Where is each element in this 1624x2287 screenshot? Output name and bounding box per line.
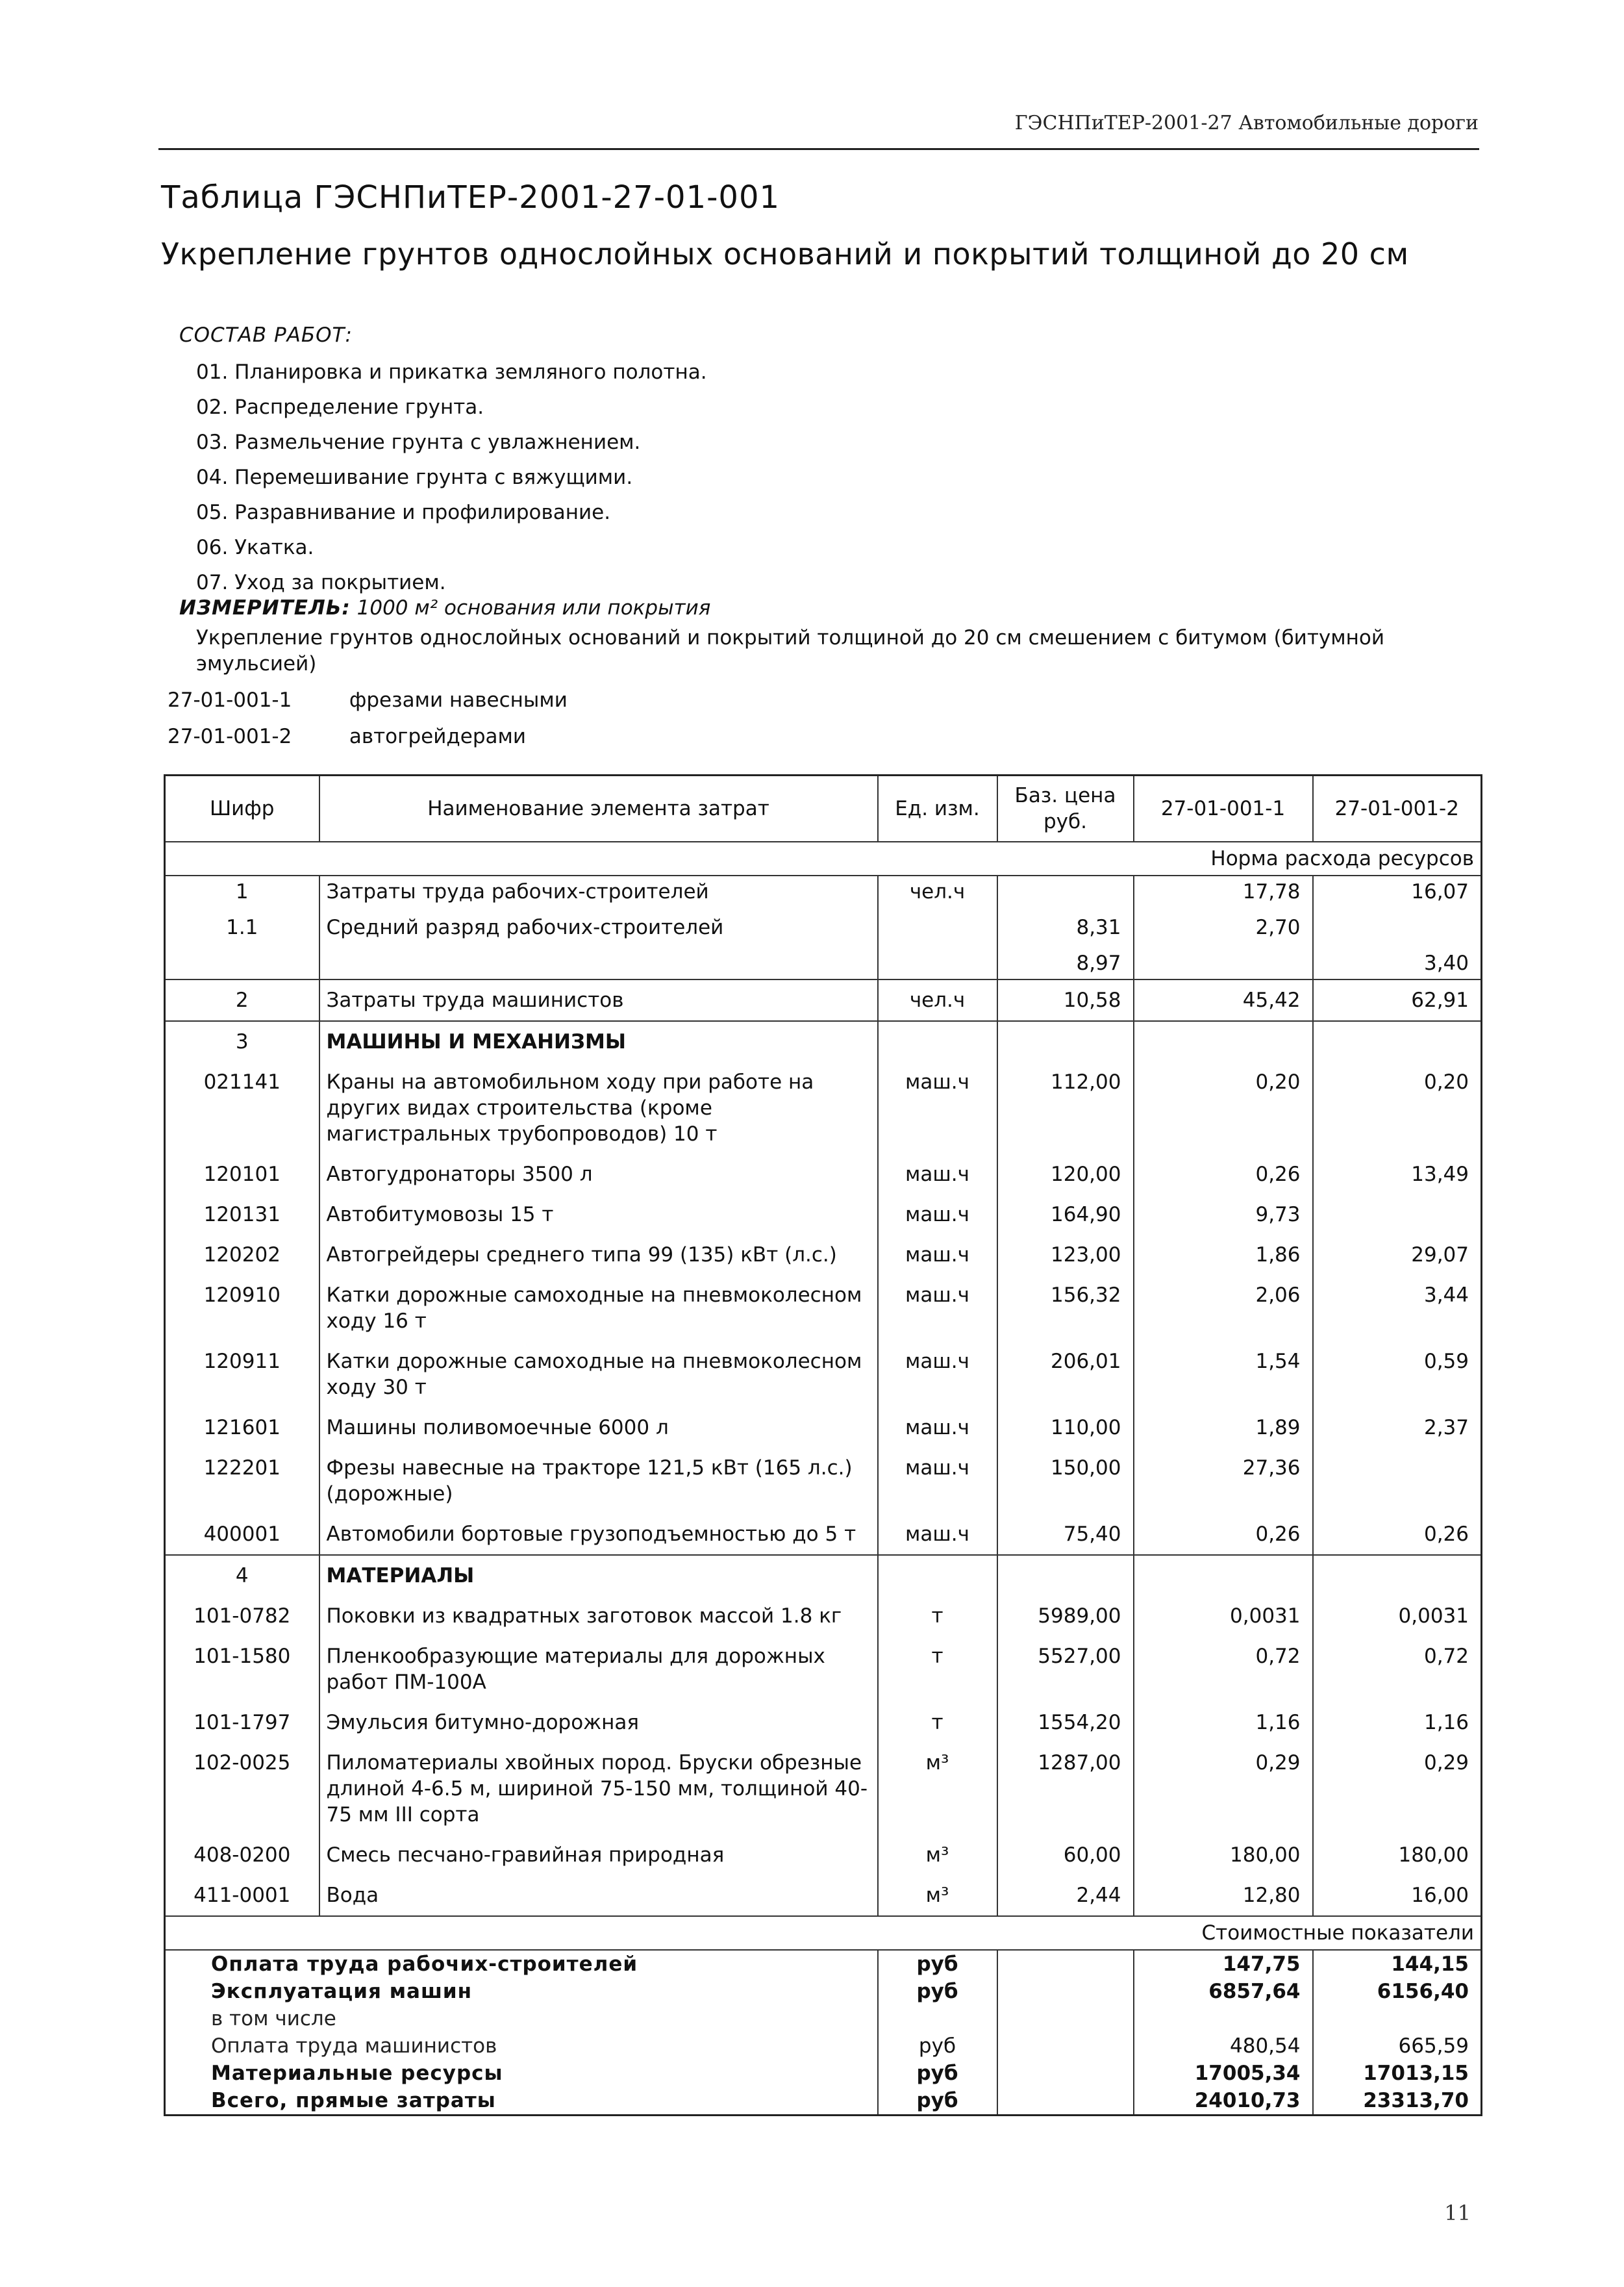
cell-unit: маш.ч [878, 1514, 997, 1555]
cost-value-1: 480,54 [1134, 2032, 1313, 2060]
table-header-row [165, 776, 1482, 842]
cell-norm-2: 13,49 [1313, 1154, 1482, 1194]
cell-code: 120202 [165, 1235, 319, 1275]
cell-name: Автобитумовозы 15 т [319, 1194, 878, 1235]
norm-band-label: Норма расхода ресурсов [165, 842, 1482, 876]
cell-price: 5989,00 [997, 1596, 1134, 1636]
cost-value-1: 6857,64 [1134, 1978, 1313, 2005]
cell-name: Поковки из квадратных заготовок массой 1.8 кг [319, 1596, 878, 1636]
col-header-name: Наименование элемента затрат [319, 776, 878, 842]
cell-norm-1: 0,0031 [1134, 1596, 1313, 1636]
cell-code: 101-0782 [165, 1596, 319, 1636]
cell-price: 8,97 [997, 948, 1134, 979]
cell-name: Средний разряд рабочих-строителей [319, 907, 878, 948]
cell-unit: чел.ч [878, 876, 997, 907]
cell-norm-2: 0,26 [1313, 1514, 1482, 1555]
cell-norm-2: 180,00 [1313, 1835, 1482, 1875]
cell-norm-1: 1,89 [1134, 1408, 1313, 1448]
cell-norm-2: 0,72 [1313, 1636, 1482, 1702]
table-row [165, 1875, 1482, 1916]
cell-unit: м³ [878, 1875, 997, 1916]
cell-norm-2: 1,16 [1313, 1702, 1482, 1743]
cost-value-1: 24010,73 [1134, 2087, 1313, 2116]
cell-code: 411-0001 [165, 1875, 319, 1916]
cell-price: 75,40 [997, 1514, 1134, 1555]
cell-norm-2: 16,07 [1313, 876, 1482, 907]
cell-name: Эмульсия битумно-дорожная [319, 1702, 878, 1743]
cell-norm-2: 2,37 [1313, 1408, 1482, 1448]
table-row [165, 1514, 1482, 1555]
work-item: 02. Распределение грунта. [196, 396, 484, 419]
cell-norm-1: 17,78 [1134, 876, 1313, 907]
measure-value: 1000 м² основания или покрытия [356, 596, 711, 620]
section-title: МАШИНЫ И МЕХАНИЗМЫ [319, 1021, 878, 1062]
cell-name: Фрезы навесные на тракторе 121,5 кВт (165 л.с.) (дорожные) [319, 1448, 878, 1514]
cell-price: 164,90 [997, 1194, 1134, 1235]
cell-code: 400001 [165, 1514, 319, 1555]
table-row [165, 1062, 1482, 1154]
cell-code: 1 [165, 876, 319, 907]
cell-norm-1: 1,86 [1134, 1235, 1313, 1275]
cell-unit: маш.ч [878, 1275, 997, 1341]
cell-norm-1: 0,26 [1134, 1154, 1313, 1194]
works-list [196, 355, 707, 600]
table-row [165, 1275, 1482, 1341]
cost-unit: руб [878, 2087, 997, 2116]
cell-norm-1: 0,72 [1134, 1636, 1313, 1702]
cost-label: Оплата труда машинистов [165, 2032, 878, 2060]
cell-code: 120131 [165, 1194, 319, 1235]
cost-label: Всего, прямые затраты [165, 2087, 878, 2116]
section-title: МАТЕРИАЛЫ [319, 1555, 878, 1596]
cell-norm-1: 45,42 [1134, 979, 1313, 1021]
table-title: Таблица ГЭСНПиТЕР-2001-27-01-001 [161, 179, 781, 216]
col-header-norm-1: 27-01-001-1 [1134, 776, 1313, 842]
cost-blank [997, 2005, 1134, 2032]
work-item: 06. Укатка. [196, 536, 314, 559]
section-row-machines [165, 1021, 1482, 1062]
norm-code: 27-01-001-1 [168, 689, 292, 712]
work-item: 07. Уход за покрытием. [196, 571, 446, 594]
cell-price: 123,00 [997, 1235, 1134, 1275]
cell-norm-2: 0,29 [1313, 1743, 1482, 1835]
cell-price [997, 876, 1134, 907]
cell-code: 120911 [165, 1341, 319, 1408]
cost-row [165, 2032, 1482, 2060]
cell-norm-2: 0,20 [1313, 1062, 1482, 1154]
cell-code: 1.1 [165, 907, 319, 948]
col-header-norm-2: 27-01-001-2 [1313, 776, 1482, 842]
col-header-code: Шифр [165, 776, 319, 842]
norm-code: 27-01-001-2 [168, 725, 292, 748]
cost-row [165, 1978, 1482, 2005]
section-row-materials [165, 1555, 1482, 1596]
cost-value-2: 6156,40 [1313, 1978, 1482, 2005]
cell-norm-2: 29,07 [1313, 1235, 1482, 1275]
col-header-unit: Ед. изм. [878, 776, 997, 842]
table-row [165, 1448, 1482, 1514]
table-row [165, 1596, 1482, 1636]
cell-price: 206,01 [997, 1341, 1134, 1408]
works-label: СОСТАВ РАБОТ: [179, 323, 353, 347]
cell-code: 4 [165, 1555, 319, 1596]
cell-price: 1554,20 [997, 1702, 1134, 1743]
cell-code: 120910 [165, 1275, 319, 1341]
cost-value-2 [1313, 2005, 1482, 2032]
cost-row [165, 1950, 1482, 1978]
norm-code-row [168, 718, 568, 755]
col-header-price: Баз. цена руб. [997, 776, 1134, 842]
cell-code: 121601 [165, 1408, 319, 1448]
materials-section [165, 1596, 1482, 1916]
table-subject: Укрепление грунтов однослойных оснований и покрытий толщиной до 20 см [161, 236, 1409, 272]
cost-value-1: 17005,34 [1134, 2060, 1313, 2087]
cell-price: 112,00 [997, 1062, 1134, 1154]
measure-line [179, 596, 710, 620]
cell-norm-1: 0,26 [1134, 1514, 1313, 1555]
cost-label: Материальные ресурсы [165, 2060, 878, 2087]
cell-price: 5527,00 [997, 1636, 1134, 1702]
cell-unit: маш.ч [878, 1235, 997, 1275]
cost-unit: руб [878, 2032, 997, 2060]
table-row [165, 1636, 1482, 1702]
cell-norm-1 [1134, 948, 1313, 979]
cell-name: Машины поливомоечные 6000 л [319, 1408, 878, 1448]
work-item: 05. Разравнивание и профилирование. [196, 501, 611, 524]
cost-blank [997, 2032, 1134, 2060]
cost-value-1 [1134, 2005, 1313, 2032]
cell-norm-2: 62,91 [1313, 979, 1482, 1021]
cell-unit [878, 907, 997, 948]
running-header: ГЭСНПиТЕР-2001-27 Автомобильные дороги [1014, 112, 1479, 134]
cost-unit: руб [878, 2060, 997, 2087]
cell-code: 102-0025 [165, 1743, 319, 1835]
cell-code: 101-1797 [165, 1702, 319, 1743]
table-row [165, 1194, 1482, 1235]
header-rule [158, 148, 1479, 150]
work-item: 03. Размельчение грунта с увлажнением. [196, 431, 641, 454]
cell-unit: т [878, 1596, 997, 1636]
cell-unit: т [878, 1636, 997, 1702]
cell-unit: маш.ч [878, 1062, 997, 1154]
cell-unit: маш.ч [878, 1448, 997, 1514]
cell-norm-2 [1313, 1194, 1482, 1235]
cell-name [319, 948, 878, 979]
cell-price: 156,32 [997, 1275, 1134, 1341]
table-row [165, 948, 1482, 979]
cell-name: Автогрейдеры среднего типа 99 (135) кВт (л.с.) [319, 1235, 878, 1275]
measure-description: Укрепление грунтов однослойных оснований и покрытий толщиной до 20 см смешением с битумом (битумной эмульсией) [196, 626, 1384, 676]
cell-norm-1: 1,16 [1134, 1702, 1313, 1743]
work-item: 04. Перемешивание грунта с вяжущими. [196, 466, 633, 489]
cell-code [165, 948, 319, 979]
table-row [165, 1154, 1482, 1194]
cost-blank [997, 1978, 1134, 2005]
cell-norm-2: 3,44 [1313, 1275, 1482, 1341]
cell-code: 3 [165, 1021, 319, 1062]
cost-row [165, 2087, 1482, 2116]
cell-code: 2 [165, 979, 319, 1021]
cell-name: Затраты труда машинистов [319, 979, 878, 1021]
cost-value-2: 17013,15 [1313, 2060, 1482, 2087]
cost-blank [997, 1950, 1134, 1978]
cell-name: Катки дорожные самоходные на пневмоколесном ходу 16 т [319, 1275, 878, 1341]
cell-unit: маш.ч [878, 1341, 997, 1408]
norm-code-row [168, 682, 568, 718]
norm-code-name: автогрейдерами [349, 725, 527, 748]
table-row [165, 1408, 1482, 1448]
cell-unit: маш.ч [878, 1154, 997, 1194]
table-row [165, 979, 1482, 1021]
cell-norm-2: 0,59 [1313, 1341, 1482, 1408]
cell-name: Пиломатериалы хвойных пород. Бруски обрезные длиной 4-6.5 м, шириной 75-150 мм, толщиной 40-75 мм III сорта [319, 1743, 878, 1835]
cell-norm-2 [1313, 907, 1482, 948]
cell-name: Вода [319, 1875, 878, 1916]
cost-value-2: 665,59 [1313, 2032, 1482, 2060]
cell-price: 10,58 [997, 979, 1134, 1021]
page-number: 11 [1444, 2201, 1471, 2225]
cell-price: 8,31 [997, 907, 1134, 948]
cost-unit: руб [878, 1978, 997, 2005]
cell-norm-2: 0,0031 [1313, 1596, 1482, 1636]
cost-blank [997, 2060, 1134, 2087]
cell-price: 2,44 [997, 1875, 1134, 1916]
cell-unit: маш.ч [878, 1194, 997, 1235]
cost-value-1: 147,75 [1134, 1950, 1313, 1978]
cell-name: Катки дорожные самоходные на пневмоколесном ходу 30 т [319, 1341, 878, 1408]
cell-code: 021141 [165, 1062, 319, 1154]
cost-value-2: 23313,70 [1313, 2087, 1482, 2116]
resource-table [164, 774, 1482, 2116]
machines-section [165, 1062, 1482, 1555]
cost-band-label: Стоимостные показатели [165, 1916, 1482, 1950]
cost-band [165, 1916, 1482, 1950]
cell-unit: т [878, 1702, 997, 1743]
cell-name: Затраты труда рабочих-строителей [319, 876, 878, 907]
cell-norm-1: 180,00 [1134, 1835, 1313, 1875]
cell-name: Смесь песчано-гравийная природная [319, 1835, 878, 1875]
cell-price: 1287,00 [997, 1743, 1134, 1835]
cost-label: Эксплуатация машин [165, 1978, 878, 2005]
cell-norm-1: 0,29 [1134, 1743, 1313, 1835]
cell-norm-2: 16,00 [1313, 1875, 1482, 1916]
cell-name: Краны на автомобильном ходу при работе на других видах строительства (кроме магистральных трубопроводов) 10 т [319, 1062, 878, 1154]
cell-unit: м³ [878, 1835, 997, 1875]
cell-unit: чел.ч [878, 979, 997, 1021]
costs-section [165, 1950, 1482, 2116]
cell-code: 408-0200 [165, 1835, 319, 1875]
cost-label: Оплата труда рабочих-строителей [165, 1950, 878, 1978]
cell-code: 122201 [165, 1448, 319, 1514]
measure-label: ИЗМЕРИТЕЛЬ: [179, 596, 351, 620]
table-row [165, 1702, 1482, 1743]
norm-band [165, 842, 1482, 876]
cost-label: в том числе [165, 2005, 878, 2032]
cost-row [165, 2060, 1482, 2087]
table-row [165, 1235, 1482, 1275]
work-item: 01. Планировка и прикатка земляного полотна. [196, 360, 707, 384]
cell-norm-1: 1,54 [1134, 1341, 1313, 1408]
cell-norm-1: 12,80 [1134, 1875, 1313, 1916]
norm-codes [168, 682, 568, 755]
cell-price: 60,00 [997, 1835, 1134, 1875]
cost-unit: руб [878, 1950, 997, 1978]
norm-code-name: фрезами навесными [349, 689, 568, 712]
cell-unit [878, 948, 997, 979]
cost-row [165, 2005, 1482, 2032]
cell-norm-1: 9,73 [1134, 1194, 1313, 1235]
cell-name: Пленкообразующие материалы для дорожных работ ПМ-100А [319, 1636, 878, 1702]
table-row [165, 1835, 1482, 1875]
cell-norm-2 [1313, 1448, 1482, 1514]
cell-norm-1: 2,70 [1134, 907, 1313, 948]
cell-name: Автогудронаторы 3500 л [319, 1154, 878, 1194]
cell-price: 110,00 [997, 1408, 1134, 1448]
table-row [165, 1341, 1482, 1408]
cell-price: 150,00 [997, 1448, 1134, 1514]
cell-unit: маш.ч [878, 1408, 997, 1448]
cell-price: 120,00 [997, 1154, 1134, 1194]
table-row [165, 876, 1482, 907]
cell-norm-1: 27,36 [1134, 1448, 1313, 1514]
cell-code: 120101 [165, 1154, 319, 1194]
cost-value-2: 144,15 [1313, 1950, 1482, 1978]
cell-norm-1: 0,20 [1134, 1062, 1313, 1154]
cost-blank [997, 2087, 1134, 2116]
table-row [165, 1743, 1482, 1835]
cell-code: 101-1580 [165, 1636, 319, 1702]
cost-unit [878, 2005, 997, 2032]
cell-name: Автомобили бортовые грузоподъемностью до 5 т [319, 1514, 878, 1555]
cell-unit: м³ [878, 1743, 997, 1835]
cell-norm-2: 3,40 [1313, 948, 1482, 979]
cell-norm-1: 2,06 [1134, 1275, 1313, 1341]
table-row [165, 907, 1482, 948]
